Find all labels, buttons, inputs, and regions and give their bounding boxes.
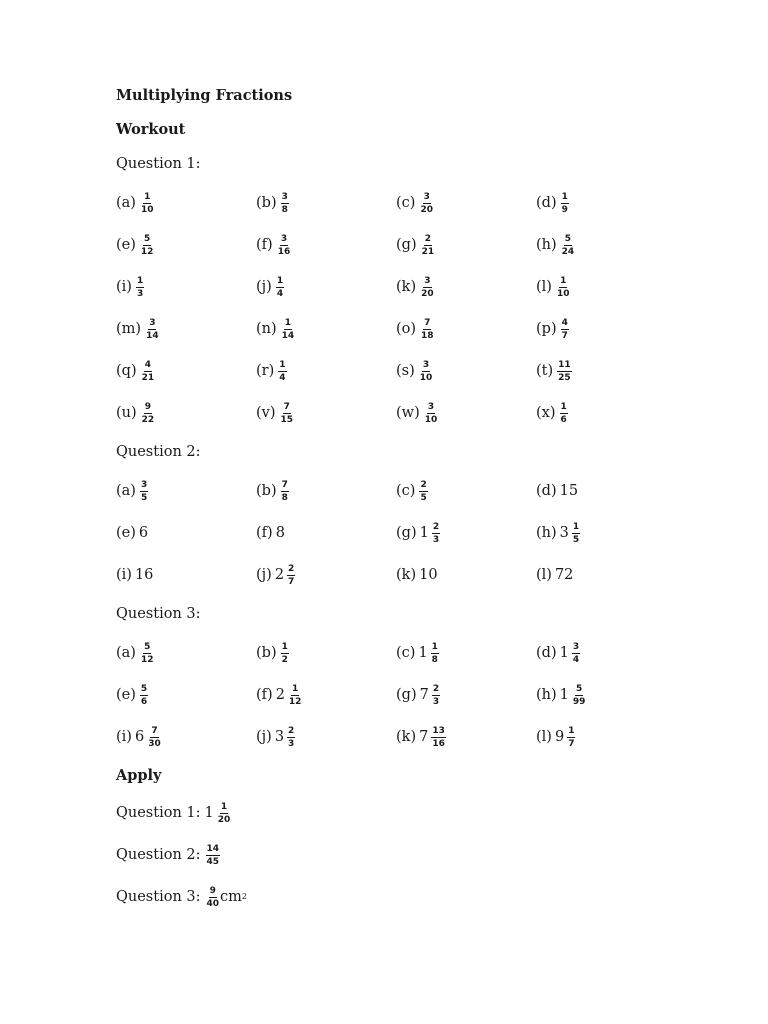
fraction-denominator: 8 — [281, 204, 288, 215]
fraction-numerator: 3 — [424, 275, 431, 286]
apply-answer — [116, 842, 736, 884]
answer-fraction — [141, 360, 156, 383]
answer-item — [256, 640, 396, 682]
answer-item — [536, 232, 676, 274]
fraction-denominator: 4 — [572, 654, 580, 665]
answer-whole: 7 — [419, 729, 429, 745]
fraction-denominator: 14 — [146, 330, 159, 341]
answer-item — [116, 478, 256, 520]
answer-fraction — [281, 642, 289, 665]
page-title: Multiplying Fractions — [116, 87, 293, 104]
answer-label: (c) — [396, 195, 416, 211]
answer-item — [116, 562, 256, 604]
answer-whole: 2 — [274, 567, 285, 583]
fraction-denominator: 24 — [561, 246, 575, 257]
answer-fraction — [424, 402, 439, 425]
answer-item — [396, 190, 536, 232]
answer-fraction — [561, 234, 576, 257]
fraction-numerator: 2 — [288, 725, 295, 736]
answer-whole: 72 — [554, 567, 574, 583]
answer-item — [256, 478, 396, 520]
answer-item — [116, 358, 256, 400]
answer-fraction — [419, 480, 427, 503]
fraction-numerator: 1 — [561, 191, 568, 202]
answer-whole: 16 — [134, 567, 154, 583]
answer-item — [116, 316, 256, 358]
answer-item — [256, 562, 396, 604]
fraction-denominator: 9 — [561, 204, 568, 215]
answer-fraction — [140, 642, 155, 665]
fraction-denominator: 3 — [136, 288, 144, 299]
answer-item — [396, 640, 536, 682]
answer-fraction — [140, 234, 155, 257]
answer-label: (t) — [536, 363, 554, 379]
fraction-numerator: 1 — [281, 641, 288, 652]
answer-item — [396, 232, 536, 274]
answer-fraction — [561, 318, 569, 341]
answer-whole: 1 — [204, 805, 214, 821]
answer-item — [256, 724, 396, 766]
answer-item — [116, 724, 256, 766]
answer-label: (p) — [536, 321, 557, 337]
answer-whole: 9 — [554, 729, 565, 745]
answer-whole: 1 — [418, 645, 428, 661]
fraction-denominator: 25 — [558, 372, 571, 383]
answer-fraction — [145, 318, 160, 341]
answer-label: (g) — [396, 525, 417, 541]
fraction-numerator: 2 — [288, 563, 295, 574]
answer-fraction — [419, 192, 434, 215]
answer-grid — [116, 190, 736, 442]
answer-item — [256, 274, 396, 316]
fraction-numerator: 7 — [281, 479, 288, 490]
answer-fraction — [432, 522, 440, 545]
answer-fraction — [561, 192, 569, 215]
answer-fraction — [140, 684, 148, 707]
answer-fraction — [281, 192, 289, 215]
fraction-denominator: 21 — [141, 372, 155, 383]
answer-item — [396, 274, 536, 316]
answer-label: (i) — [116, 729, 132, 745]
fraction-denominator: 40 — [206, 898, 220, 909]
answer-item — [536, 682, 676, 724]
answer-label: (u) — [116, 405, 137, 421]
answer-item — [396, 400, 536, 442]
fraction-numerator: 3 — [422, 359, 430, 370]
answer-label: (d) — [536, 483, 557, 499]
fraction-denominator: 2 — [281, 654, 288, 665]
answer-fraction — [287, 726, 295, 749]
answer-unit: cm — [220, 889, 242, 905]
answer-item — [536, 400, 676, 442]
fraction-denominator: 16 — [277, 246, 291, 257]
answer-fraction — [572, 642, 580, 665]
answer-label: (f) — [256, 687, 273, 703]
answer-item — [256, 190, 396, 232]
fraction-denominator: 20 — [421, 288, 434, 299]
fraction-numerator: 5 — [140, 683, 148, 694]
answer-whole: 8 — [275, 525, 285, 541]
answer-fraction — [217, 802, 232, 825]
answer-whole: 3 — [274, 729, 285, 745]
answer-label: (l) — [536, 729, 552, 745]
answer-label: (v) — [256, 405, 276, 421]
fraction-numerator: 14 — [206, 843, 220, 854]
answer-item — [116, 190, 256, 232]
answer-item — [396, 358, 536, 400]
answer-item — [116, 232, 256, 274]
fraction-numerator: 5 — [144, 641, 151, 652]
answer-item — [396, 562, 536, 604]
fraction-numerator: 1 — [284, 317, 292, 328]
answer-label: (c) — [396, 645, 416, 661]
fraction-denominator: 20 — [420, 204, 433, 215]
answer-fraction — [420, 276, 435, 299]
fraction-numerator: 3 — [427, 401, 435, 412]
answer-item — [396, 478, 536, 520]
answer-label: (j) — [256, 729, 272, 745]
answer-label: (o) — [396, 321, 417, 337]
answer-label: (j) — [256, 279, 272, 295]
answer-label: (k) — [396, 279, 417, 295]
answer-fraction — [431, 726, 446, 749]
fraction-denominator: 3 — [432, 696, 440, 707]
answer-label: (r) — [256, 363, 275, 379]
fraction-denominator: 45 — [206, 856, 220, 867]
answer-label: (f) — [256, 525, 273, 541]
apply-section — [116, 800, 736, 926]
fraction-denominator: 10 — [419, 372, 433, 383]
fraction-numerator: 1 — [220, 801, 228, 812]
answer-label: (m) — [116, 321, 142, 337]
answer-label: (k) — [396, 729, 417, 745]
fraction-numerator: 5 — [564, 233, 572, 244]
fraction-numerator: 1 — [568, 725, 575, 736]
fraction-numerator: 9 — [209, 885, 216, 896]
answer-label: (i) — [116, 567, 132, 583]
answer-label: (l) — [536, 567, 552, 583]
answer-fraction — [278, 360, 286, 383]
answer-item — [536, 316, 676, 358]
fraction-denominator: 8 — [281, 492, 288, 503]
fraction-denominator: 5 — [572, 534, 580, 545]
workout-heading: Workout — [116, 121, 186, 138]
answer-fraction — [572, 522, 580, 545]
answer-label: (f) — [256, 237, 273, 253]
fraction-numerator: 3 — [572, 641, 580, 652]
answer-whole: 6 — [134, 729, 145, 745]
question-label: Question 2: — [116, 444, 201, 460]
answer-fraction — [420, 318, 435, 341]
fraction-numerator: 3 — [149, 317, 156, 328]
worksheet-page — [116, 86, 736, 926]
fraction-numerator: 2 — [420, 479, 427, 490]
fraction-numerator: 3 — [140, 479, 148, 490]
fraction-denominator: 7 — [288, 576, 295, 587]
answer-label: (e) — [116, 687, 136, 703]
fraction-numerator: 2 — [424, 233, 431, 244]
answer-fraction — [206, 886, 221, 909]
apply-answer: Question 3: $\frac{9}{40}$ cm 2 — [116, 885, 248, 909]
fraction-denominator: 6 — [140, 696, 148, 707]
fraction-numerator: 1 — [431, 641, 438, 652]
answer-label: (c) — [396, 483, 416, 499]
answer-label: (g) — [396, 237, 417, 253]
question-label: Question 1: — [116, 156, 201, 172]
fraction-denominator: 4 — [279, 372, 286, 383]
answer-label: (h) — [536, 525, 557, 541]
apply-heading: Apply — [116, 767, 162, 784]
answer-label: (l) — [536, 279, 552, 295]
fraction-denominator: 7 — [561, 330, 568, 341]
answer-fraction — [421, 234, 436, 257]
fraction-numerator: 3 — [280, 233, 288, 244]
fraction-numerator: 1 — [560, 401, 567, 412]
answer-label: (a) — [116, 195, 136, 211]
apply-question-label: Question 3: — [116, 889, 201, 905]
answer-fraction — [560, 402, 568, 425]
answer-label: (b) — [256, 195, 277, 211]
fraction-denominator: 18 — [421, 330, 434, 341]
answer-whole: 2 — [275, 687, 285, 703]
fraction-denominator: 12 — [140, 246, 154, 257]
answer-item — [396, 724, 536, 766]
answer-fraction — [147, 726, 162, 749]
answer-label: (e) — [116, 237, 136, 253]
fraction-numerator: 2 — [432, 683, 440, 694]
fraction-denominator: 10 — [424, 414, 438, 425]
answer-label: (n) — [256, 321, 277, 337]
answer-item — [536, 274, 676, 316]
answer-item — [256, 358, 396, 400]
apply-question-label: Question 2: — [116, 847, 201, 863]
answer-fraction — [556, 276, 571, 299]
fraction-numerator: 5 — [144, 233, 151, 244]
fraction-numerator: 3 — [281, 191, 288, 202]
fraction-numerator: 1 — [560, 275, 567, 286]
answer-fraction — [277, 234, 292, 257]
answer-grid — [116, 640, 736, 766]
answer-label: (b) — [256, 645, 277, 661]
answer-label: (d) — [536, 645, 557, 661]
fraction-numerator: 1 — [279, 359, 286, 370]
answer-whole: 7 — [419, 687, 429, 703]
answer-whole: 1 — [559, 645, 569, 661]
fraction-denominator: 21 — [421, 246, 435, 257]
answer-label: (a) — [116, 645, 136, 661]
fraction-numerator: 4 — [561, 317, 568, 328]
fraction-denominator: 10 — [556, 288, 570, 299]
answer-item — [396, 520, 536, 562]
fraction-numerator: 5 — [576, 683, 583, 694]
fraction-numerator: 2 — [432, 521, 440, 532]
answer-item — [256, 232, 396, 274]
fraction-denominator: 10 — [140, 204, 154, 215]
answer-item — [116, 400, 256, 442]
answer-label: (i) — [116, 279, 132, 295]
answer-item — [116, 682, 256, 724]
answer-fraction — [281, 318, 296, 341]
answer-item — [256, 682, 396, 724]
answer-item — [536, 724, 676, 766]
answer-item — [536, 562, 676, 604]
fraction-denominator: 16 — [432, 738, 445, 749]
answer-fraction — [136, 276, 144, 299]
answer-item — [396, 316, 536, 358]
answer-fraction — [572, 684, 587, 707]
answer-label: (j) — [256, 567, 272, 583]
fraction-denominator: 5 — [140, 492, 148, 503]
question-label: Question 3: — [116, 606, 201, 622]
fraction-denominator: 20 — [217, 814, 231, 825]
answer-fraction — [206, 844, 221, 867]
answer-whole: 1 — [559, 687, 569, 703]
answer-fraction — [281, 480, 289, 503]
answer-item — [536, 190, 676, 232]
answer-label: (w) — [396, 405, 420, 421]
answer-whole: 1 — [419, 525, 429, 541]
answer-grid — [116, 478, 736, 604]
answer-fraction — [140, 480, 148, 503]
answer-item — [536, 640, 676, 682]
answer-fraction — [567, 726, 575, 749]
fraction-denominator: 12 — [288, 696, 302, 707]
fraction-numerator: 1 — [144, 191, 151, 202]
answer-whole: 3 — [559, 525, 569, 541]
fraction-denominator: 8 — [431, 654, 438, 665]
fraction-denominator: 14 — [281, 330, 295, 341]
answer-label: (x) — [536, 405, 556, 421]
fraction-numerator: 7 — [283, 401, 290, 412]
answer-item — [256, 316, 396, 358]
fraction-numerator: 7 — [424, 317, 431, 328]
answer-whole: 10 — [419, 567, 438, 583]
workout-section — [116, 154, 736, 766]
answer-fraction — [140, 192, 155, 215]
fraction-numerator: 1 — [292, 683, 299, 694]
answer-item — [116, 274, 256, 316]
fraction-denominator: 3 — [432, 534, 440, 545]
fraction-denominator: 22 — [141, 414, 155, 425]
fraction-numerator: 1 — [136, 275, 144, 286]
answer-fraction — [431, 642, 439, 665]
answer-fraction — [419, 360, 434, 383]
answer-label: (s) — [396, 363, 415, 379]
answer-label: (a) — [116, 483, 136, 499]
answer-label: (e) — [116, 525, 136, 541]
fraction-numerator: 1 — [572, 521, 580, 532]
fraction-denominator: 5 — [420, 492, 427, 503]
answer-item — [256, 520, 396, 562]
answer-fraction — [141, 402, 156, 425]
fraction-numerator: 7 — [151, 725, 158, 736]
fraction-numerator: 9 — [144, 401, 152, 412]
fraction-denominator: 15 — [280, 414, 294, 425]
apply-question-label: Question 1: — [116, 805, 201, 821]
fraction-numerator: 4 — [144, 359, 151, 370]
fraction-numerator: 13 — [432, 725, 445, 736]
fraction-numerator: 11 — [558, 359, 571, 370]
fraction-denominator: 6 — [560, 414, 567, 425]
answer-whole: 6 — [138, 525, 149, 541]
answer-label: (g) — [396, 687, 417, 703]
answer-label: (h) — [536, 237, 557, 253]
answer-item — [396, 682, 536, 724]
answer-fraction — [287, 564, 295, 587]
answer-fraction — [432, 684, 440, 707]
fraction-denominator: 4 — [276, 288, 284, 299]
answer-label: (q) — [116, 363, 137, 379]
answer-fraction — [557, 360, 572, 383]
answer-label: (d) — [536, 195, 557, 211]
answer-whole: 15 — [559, 483, 579, 499]
answer-item — [116, 520, 256, 562]
answer-item — [536, 478, 676, 520]
answer-label: (h) — [536, 687, 557, 703]
fraction-denominator: 7 — [568, 738, 575, 749]
answer-label: (b) — [256, 483, 277, 499]
fraction-denominator: 3 — [288, 738, 295, 749]
answer-item — [536, 520, 676, 562]
fraction-numerator: 1 — [276, 275, 284, 286]
fraction-denominator: 30 — [148, 738, 161, 749]
answer-item — [116, 640, 256, 682]
fraction-denominator: 12 — [140, 654, 154, 665]
answer-item — [536, 358, 676, 400]
answer-fraction — [280, 402, 295, 425]
answer-fraction — [288, 684, 303, 707]
answer-fraction — [276, 276, 284, 299]
apply-answer — [116, 800, 736, 842]
fraction-numerator: 3 — [423, 191, 430, 202]
answer-item — [256, 400, 396, 442]
answer-label: (k) — [396, 567, 417, 583]
fraction-denominator: 99 — [572, 696, 586, 707]
